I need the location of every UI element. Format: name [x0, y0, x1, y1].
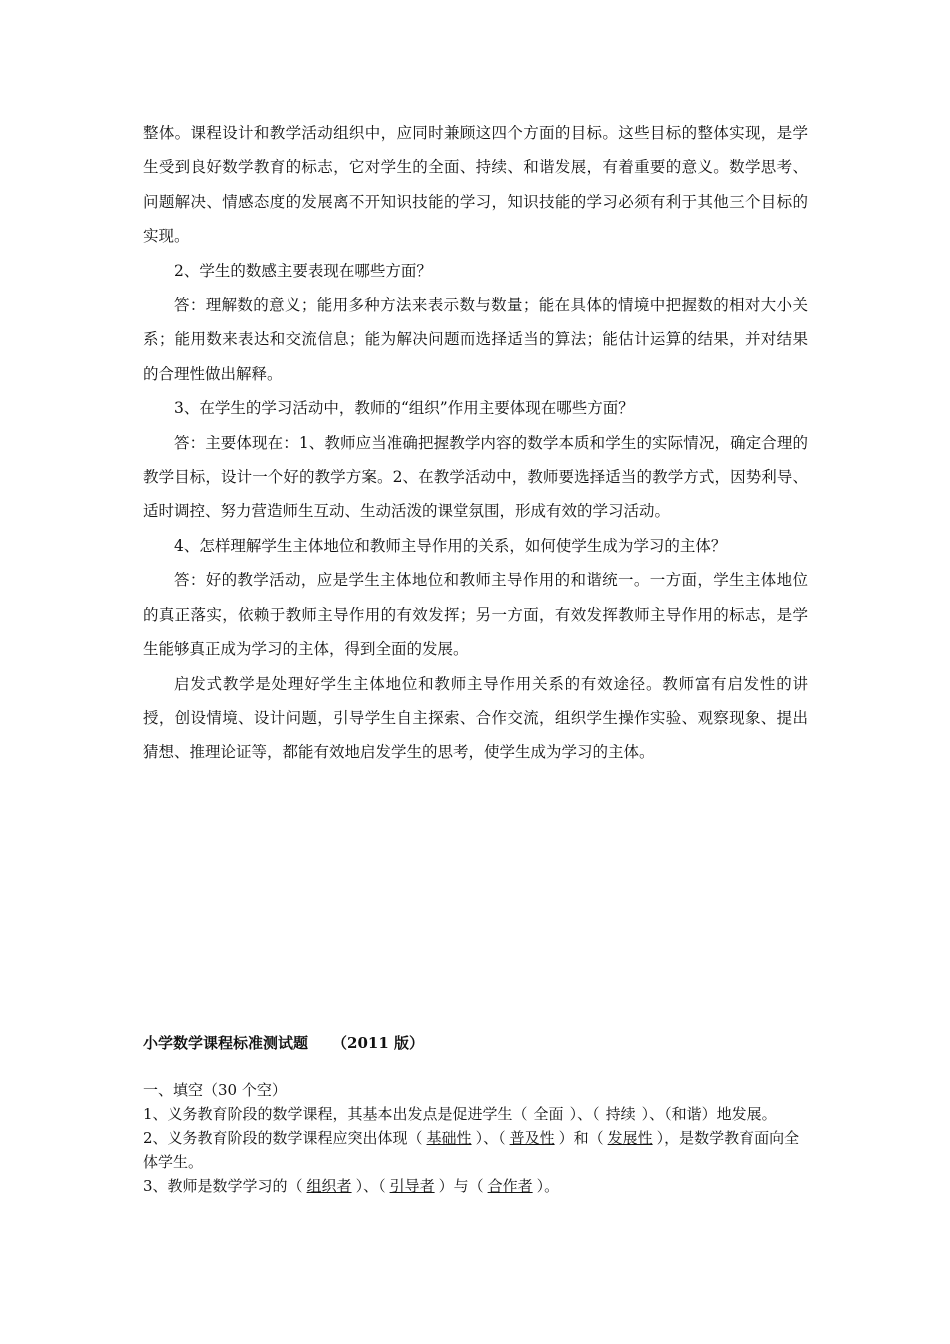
body-text: [143, 116, 808, 770]
quiz-item-1: [143, 1102, 808, 1126]
answer-2: 答：理解数的意义；能用多种方法来表示数与数量；能在具体的情境中把握数的相对大小关系；能用数来表达和交流信息；能为解决问题而选择适当的算法；能估计运算的结果，并对结果的合理性做出解释。: [143, 296, 808, 383]
answer-3: 答：主要体现在：1、教师应当准确把握教学内容的数学本质和学生的实际情况，确定合理的教学目标，设计一个好的教学方案。2、在教学活动中，教师要选择适当的教学方式，因势利导、适时调控、努力营造师生互动、生动活泼的课堂氛围，形成有效的学习活动。: [143, 433, 808, 521]
quiz-item-2: [143, 1126, 808, 1174]
item-2-prefix: 2、义务教育阶段的数学课程应突出体现（: [143, 1129, 423, 1147]
item-1-suffix: ）、（和谐）地发展。: [641, 1105, 777, 1123]
answer-4: 答：好的教学活动，应是学生主体地位和教师主导作用的和谐统一。一方面，学生主体地位的真正落实，依赖于教师主导作用的有效发挥；另一方面，有效发挥教师主导作用的标志，是学生能够真正成为学习的主体，得到全面的发展。: [143, 571, 808, 659]
item-1-prefix: 1、义务教育阶段的数学课程，其基本出发点是促进学生（: [143, 1105, 528, 1123]
paragraph-heuristic-teaching: 启发式教学是处理好学生主体地位和教师主导作用关系的有效途径。教师富有启发性的讲授，创设情境、设计问题，引导学生自主探索、合作交流，组织学生操作实验、观察现象、提出猜想、推理论证等，都能有效地启发学生的思考，使学生成为学习的主体。: [143, 674, 808, 762]
item-1-sep-1: ）、（: [569, 1105, 600, 1123]
item-3-prefix: 3、教师是数学学习的（: [143, 1177, 303, 1195]
quiz-section-heading: 一、填空（30 个空）: [143, 1081, 287, 1099]
item-3-sep-1: ）、（: [355, 1177, 386, 1195]
item-2-suffix: ），是数学教育面向全体学生。: [143, 1129, 800, 1171]
item-2-sep-2: ）和（: [558, 1129, 604, 1147]
item-1-answer-1: 全面: [533, 1105, 564, 1123]
item-1-answer-2: 持续: [605, 1105, 636, 1123]
item-2-answer-2: 普及性: [509, 1129, 555, 1147]
item-3-answer-2: 引导者: [389, 1177, 435, 1195]
item-2-answer-3: 发展性: [607, 1129, 653, 1147]
item-3-answer-3: 合作者: [487, 1177, 533, 1195]
quiz-title-text: 小学数学课程标准测试题: [143, 1034, 309, 1052]
quiz-version: （2011 版）: [332, 1034, 424, 1052]
quiz-title: [143, 1030, 808, 1056]
question-2: 2、学生的数感主要表现在哪些方面？: [174, 261, 432, 280]
item-3-suffix: ）。: [536, 1177, 560, 1195]
quiz-item-3: [143, 1174, 808, 1198]
question-3: 3、在学生的学习活动中，教师的“组织”作用主要体现在哪些方面？: [174, 399, 634, 418]
item-3-answer-1: 组织者: [306, 1177, 352, 1195]
quiz-section: [143, 1030, 808, 1198]
question-4: 4、怎样理解学生主体地位和教师主导作用的关系，如何使学生成为学习的主体？: [174, 536, 727, 555]
item-2-sep-1: ）、（: [475, 1129, 506, 1147]
item-2-answer-1: 基础性: [426, 1129, 472, 1147]
item-3-sep-2: ）与（: [438, 1177, 484, 1195]
paragraph-goals-summary: 整体。课程设计和教学活动组织中，应同时兼顾这四个方面的目标。这些目标的整体实现，是学生受到良好数学教育的标志，它对学生的全面、持续、和谐发展，有着重要的意义。数学思考、问题解决、情感态度的发展离不开知识技能的学习，知识技能的学习必须有利于其他三个目标的实现。: [143, 124, 808, 246]
